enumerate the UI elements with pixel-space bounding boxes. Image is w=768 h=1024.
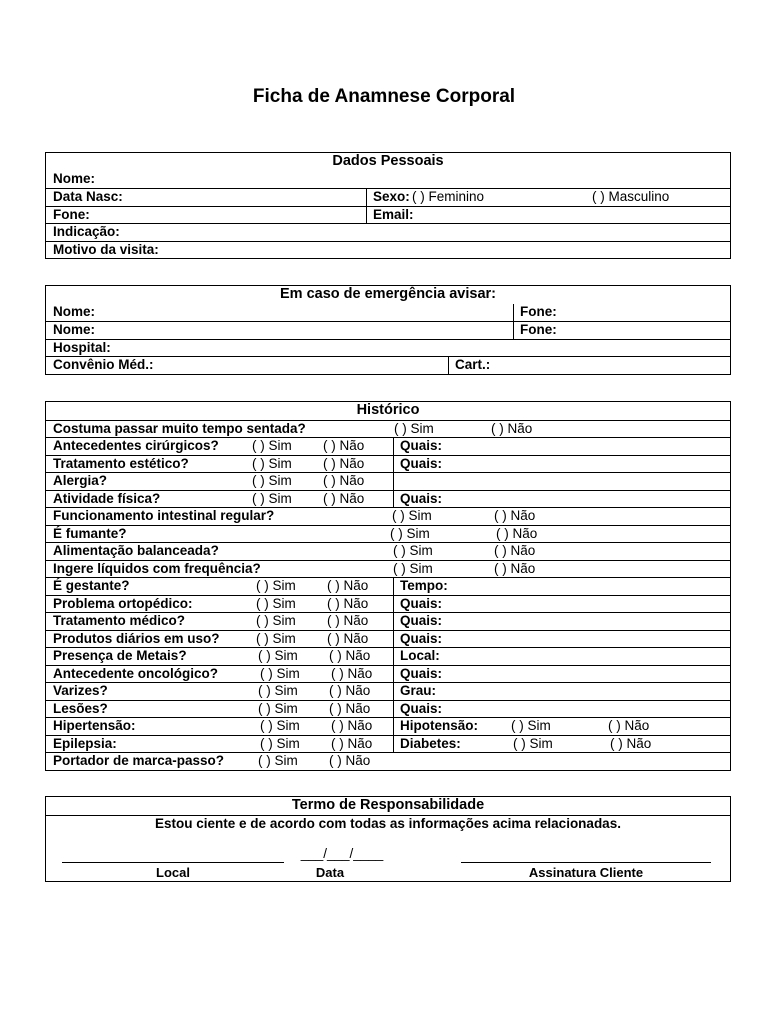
question-label: Tratamento estético? — [53, 455, 189, 471]
option-no[interactable]: ( ) Não — [494, 543, 536, 558]
history-row — [46, 490, 730, 508]
option-no[interactable]: ( ) Não — [331, 735, 373, 751]
question-label: Alimentação balanceada? — [53, 543, 219, 558]
question-label: Antecedentes cirúrgicos? — [53, 438, 219, 453]
insurance-row — [46, 356, 730, 374]
hypotension-option-no[interactable]: ( ) Não — [608, 718, 650, 733]
which-label: Quais: — [400, 595, 443, 611]
question-label: Antecedente oncológico? — [53, 665, 219, 681]
birthdate-label: Data Nasc: — [53, 189, 123, 204]
option-yes[interactable]: ( ) Sim — [252, 438, 292, 453]
sex-label: Sexo: — [373, 189, 410, 204]
option-yes[interactable]: ( ) Sim — [260, 665, 300, 681]
date-blank[interactable]: ___/___/____ — [300, 846, 384, 861]
sex-option-male[interactable]: ( ) Masculino — [592, 189, 670, 204]
option-yes[interactable]: ( ) Sim — [260, 735, 300, 751]
option-yes[interactable]: ( ) Sim — [258, 700, 298, 716]
history-row — [46, 612, 730, 630]
question-label: Produtos diários em uso? — [53, 630, 220, 646]
question-label: É fumante? — [53, 525, 127, 541]
hospital-label: Hospital: — [53, 339, 111, 355]
option-no[interactable]: ( ) Não — [323, 473, 365, 488]
local-signature-line[interactable] — [62, 862, 284, 863]
option-no[interactable]: ( ) Não — [329, 700, 371, 716]
history-row — [46, 455, 730, 473]
history-row — [46, 420, 730, 438]
option-no[interactable]: ( ) Não — [496, 525, 538, 541]
history-row — [46, 682, 730, 700]
visit-reason-field[interactable] — [46, 241, 730, 259]
phone-email-row — [46, 206, 730, 224]
birthdate-sex-row — [46, 188, 730, 206]
history-row — [46, 577, 730, 595]
option-yes[interactable]: ( ) Sim — [392, 508, 432, 523]
option-no[interactable]: ( ) Não — [329, 648, 371, 663]
name-label: Nome: — [53, 170, 96, 186]
client-signature-line[interactable] — [461, 862, 711, 863]
history-row — [46, 542, 730, 560]
history-row — [46, 560, 730, 578]
history-row — [46, 700, 730, 718]
hypotension-label: Hipotensão: — [400, 718, 479, 733]
history-row — [46, 717, 730, 735]
name-field[interactable] — [46, 171, 730, 189]
location-label: Local: — [400, 648, 440, 663]
personal-data-section — [45, 152, 731, 259]
sex-option-female[interactable]: ( ) Feminino — [412, 189, 485, 204]
history-header: Histórico — [356, 402, 420, 418]
question-label: Lesões? — [53, 700, 108, 716]
option-yes[interactable]: ( ) Sim — [393, 543, 433, 558]
question-label: Costuma passar muito tempo sentada? — [53, 420, 306, 436]
option-yes[interactable]: ( ) Sim — [258, 753, 298, 768]
option-no[interactable]: ( ) Não — [329, 753, 371, 768]
question-label: Hipertensão: — [53, 718, 136, 733]
personal-data-header: Dados Pessoais — [332, 153, 444, 169]
history-row — [46, 735, 730, 753]
responsibility-section — [45, 796, 731, 882]
emergency-section — [45, 285, 731, 375]
option-no[interactable]: ( ) Não — [331, 718, 373, 733]
history-row — [46, 472, 730, 490]
option-no[interactable]: ( ) Não — [327, 578, 369, 593]
responsibility-header: Termo de Responsabilidade — [291, 797, 485, 813]
option-yes[interactable]: ( ) Sim — [256, 630, 296, 646]
diabetes-label: Diabetes: — [400, 735, 461, 751]
client-signature-label: Assinatura Cliente — [528, 865, 644, 880]
question-label: Presença de Metais? — [53, 648, 187, 663]
history-row — [46, 752, 730, 770]
question-label: Varizes? — [53, 683, 108, 698]
card-label: Cart.: — [455, 357, 491, 372]
diabetes-option-no[interactable]: ( ) Não — [610, 735, 652, 751]
emergency-name-label: Nome: — [53, 322, 96, 337]
page-title: Ficha de Anamnese Corporal — [252, 86, 516, 107]
option-no[interactable]: ( ) Não — [494, 508, 536, 523]
question-label: Portador de marca-passo? — [53, 753, 225, 768]
option-no[interactable]: ( ) Não — [323, 438, 365, 453]
question-label: É gestante? — [53, 578, 130, 593]
visit-reason-label: Motivo da visita: — [53, 241, 159, 257]
history-section — [45, 401, 731, 771]
option-yes[interactable]: ( ) Sim — [256, 578, 296, 593]
option-no[interactable]: ( ) Não — [494, 560, 536, 576]
option-yes[interactable]: ( ) Sim — [393, 560, 433, 576]
option-no[interactable]: ( ) Não — [491, 420, 533, 436]
hospital-field[interactable] — [46, 339, 730, 357]
history-row — [46, 665, 730, 683]
history-row — [46, 507, 730, 525]
referral-field[interactable] — [46, 223, 730, 241]
option-yes[interactable]: ( ) Sim — [258, 648, 298, 663]
option-yes[interactable]: ( ) Sim — [252, 455, 292, 471]
diabetes-option-yes[interactable]: ( ) Sim — [513, 735, 553, 751]
option-no[interactable]: ( ) Não — [331, 665, 373, 681]
question-label: Epilepsia: — [53, 735, 117, 751]
option-yes[interactable]: ( ) Sim — [258, 683, 298, 698]
question-label: Ingere líquidos com frequência? — [53, 560, 261, 576]
emergency-name-label: Nome: — [53, 303, 96, 319]
grade-label: Grau: — [400, 683, 437, 698]
emergency-header: Em caso de emergência avisar: — [279, 286, 496, 302]
option-no[interactable]: ( ) Não — [329, 683, 371, 698]
option-yes[interactable]: ( ) Sim — [260, 718, 300, 733]
which-label: Quais: — [400, 455, 443, 471]
hypotension-option-yes[interactable]: ( ) Sim — [511, 718, 551, 733]
option-yes[interactable]: ( ) Sim — [256, 613, 296, 628]
duration-label: Tempo: — [400, 578, 448, 593]
insurance-label: Convênio Méd.: — [53, 357, 154, 372]
question-label: Funcionamento intestinal regular? — [53, 508, 275, 523]
which-label: Quais: — [400, 613, 443, 628]
emergency-phone-label: Fone: — [520, 322, 557, 337]
responsibility-statement: Estou ciente e de acordo com todas as informações acima relacionadas. — [155, 816, 621, 831]
local-label: Local — [156, 865, 190, 880]
question-label: Atividade física? — [53, 490, 161, 506]
which-label: Quais: — [400, 490, 443, 506]
option-yes[interactable]: ( ) Sim — [256, 595, 296, 611]
email-label: Email: — [373, 206, 414, 222]
emergency-contact-row — [46, 321, 730, 339]
question-label: Tratamento médico? — [53, 613, 186, 628]
option-no[interactable]: ( ) Não — [323, 490, 365, 506]
emergency-phone-label: Fone: — [520, 303, 557, 319]
option-yes[interactable]: ( ) Sim — [394, 420, 434, 436]
phone-label: Fone: — [53, 206, 90, 222]
option-yes[interactable]: ( ) Sim — [390, 525, 430, 541]
history-row — [46, 647, 730, 665]
option-no[interactable]: ( ) Não — [327, 630, 369, 646]
emergency-contact-row — [46, 304, 730, 322]
option-no[interactable]: ( ) Não — [327, 595, 369, 611]
option-yes[interactable]: ( ) Sim — [252, 490, 292, 506]
which-label: Quais: — [400, 700, 443, 716]
history-row — [46, 525, 730, 543]
which-label: Quais: — [400, 630, 443, 646]
which-label: Quais: — [400, 665, 443, 681]
date-label: Data — [315, 865, 345, 880]
history-row — [46, 595, 730, 613]
referral-label: Indicação: — [53, 224, 120, 239]
history-row — [46, 437, 730, 455]
history-row — [46, 630, 730, 648]
option-no[interactable]: ( ) Não — [323, 455, 365, 471]
option-yes[interactable]: ( ) Sim — [252, 473, 292, 488]
option-no[interactable]: ( ) Não — [327, 613, 369, 628]
which-label: Quais: — [400, 438, 443, 453]
question-label: Problema ortopédico: — [53, 595, 193, 611]
question-label: Alergia? — [53, 473, 108, 488]
